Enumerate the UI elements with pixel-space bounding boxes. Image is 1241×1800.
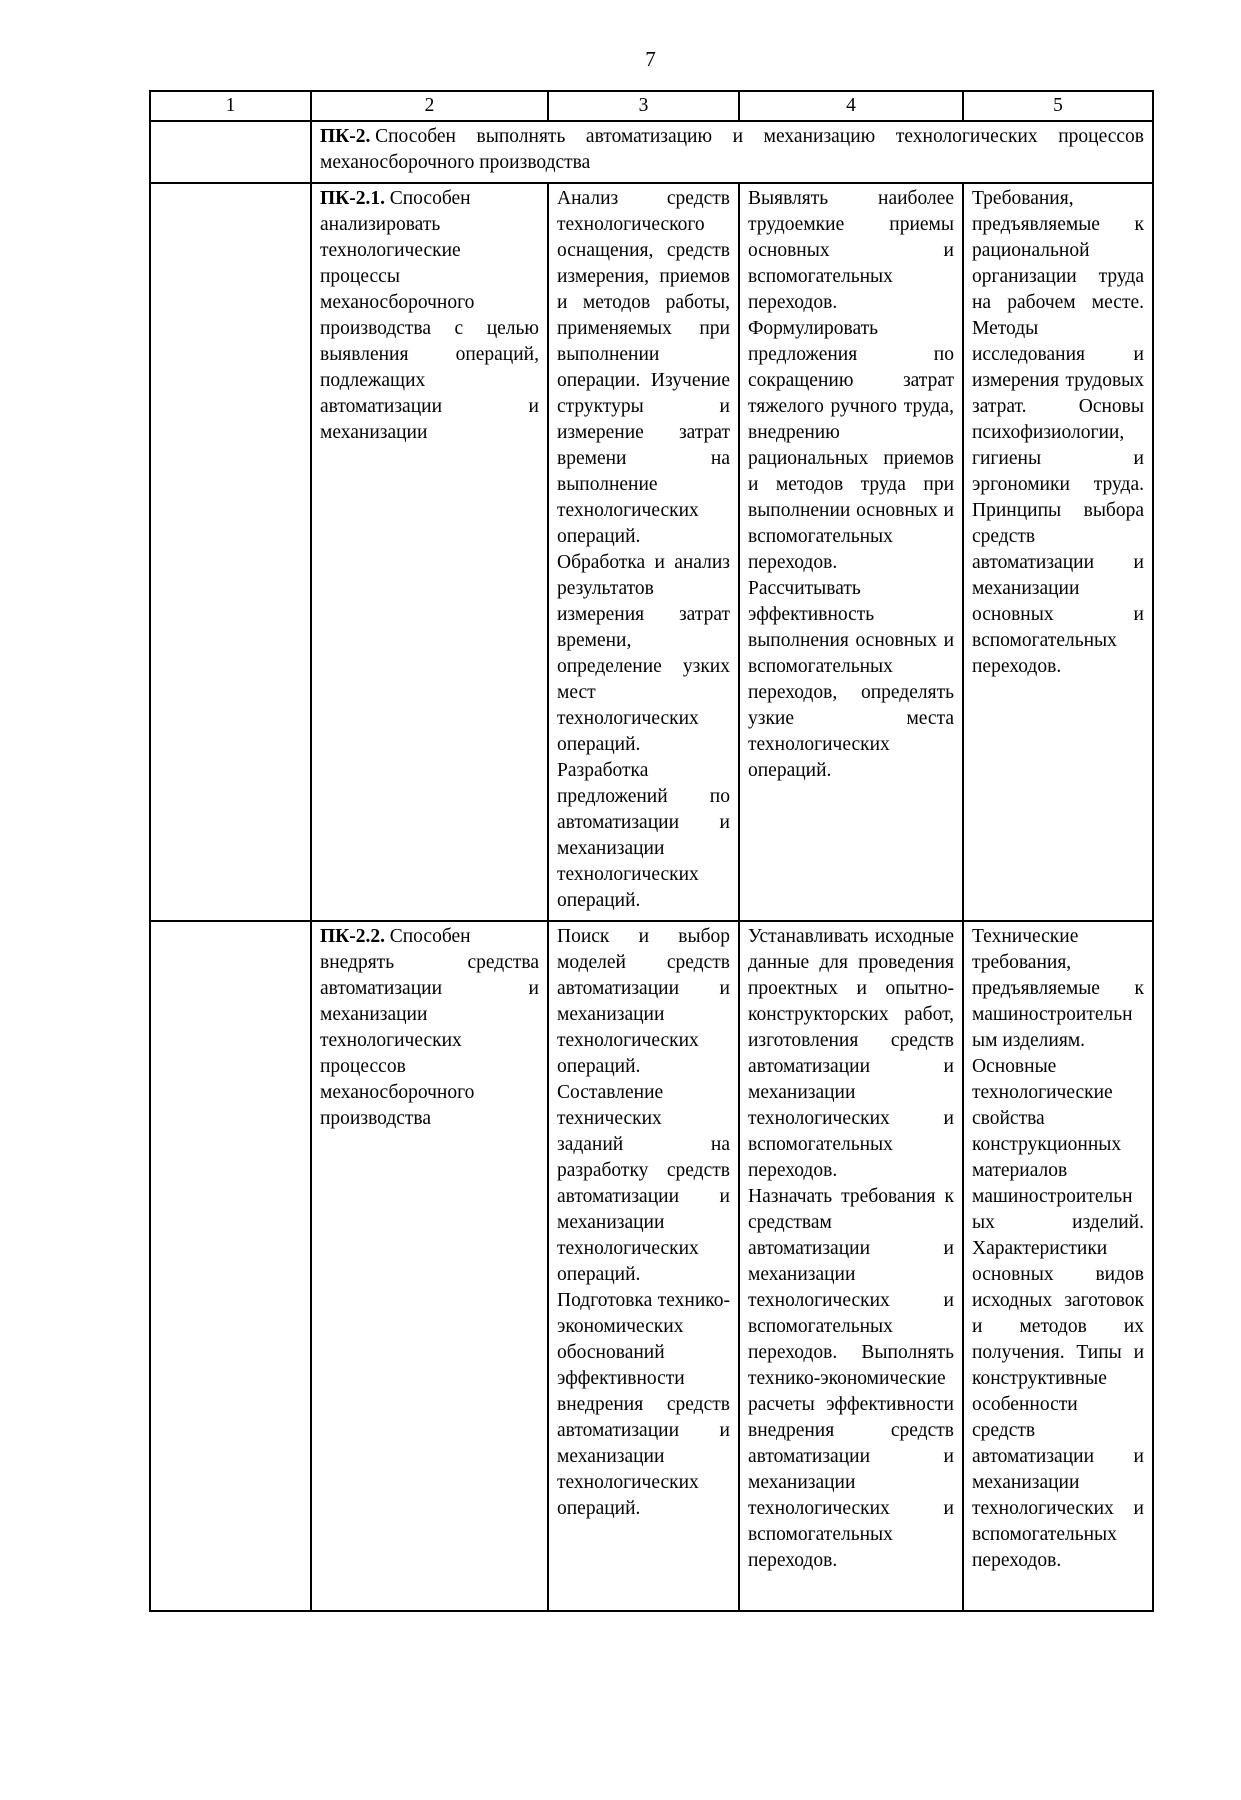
competency-table [149,90,1154,1612]
competency-group-text [320,124,1144,176]
competency-text [320,186,539,446]
competency-code: ПК-2.1. [320,188,386,209]
empty-cell [150,121,311,183]
column-number-2: 2 [311,91,548,121]
column-number-1: 1 [150,91,311,121]
column-number-4: 4 [739,91,963,121]
paragraph: Подготовка технико-экономических обоснований эффективности внедрения средств автоматизации и механизации технологических операций. [557,1290,730,1519]
paragraph: Составление технических заданий на разработку средств автоматизации и механизации технологических операций. [557,1082,730,1285]
competency-text [320,924,539,1132]
skills-cell-pk-2-2 [739,921,963,1611]
competency-row-pk-2-1 [150,183,1153,921]
paragraph: Поиск и выбор моделей средств автоматизации и механизации технологических операций. [557,926,730,1077]
paragraph: Требования, предъявляемые к рациональной организации труда на рабочем месте. Методы исследования и измерения трудовых затрат. Основы психофизиологии, гигиены и эргономики труда. Принципы выбора средств автоматизации и механизации основных и вспомогательных переходов. [972,188,1144,677]
skills-cell-pk-2-1 [739,183,963,921]
labor-actions-cell-pk-2-1 [548,183,739,921]
knowledge-cell-pk-2-1 [963,183,1153,921]
knowledge-cell-pk-2-2 [963,921,1153,1611]
paragraph: Устанавливать исходные данные для проведения проектных и опытно-конструкторских работ, изготовления средств автоматизации и механизации технологических и вспомогательных переходов. [748,926,954,1181]
competency-group-row [150,121,1153,183]
empty-cell [150,183,311,921]
competency-description: Способен анализировать технологические процессы механосборочного производства с целью выявления операций, подлежащих автоматизации и механизации [320,188,539,443]
paragraph: Основные технологические свойства конструкционных материалов машиностроительных изделий. Характеристики основных видов исходных заготовок и методов их получения. Типы и конструктивные особенности средств автоматизации и механизации технологических и вспомогательных переходов. [972,1056,1144,1571]
competency-code: ПК-2.2. [320,926,386,947]
paragraph: Технические требования, предъявляемые к машиностроительным изделиям. [972,926,1144,1051]
paragraph: Анализ средств технологического оснащения, средств измерения, приемов и методов работы, применяемых при выполнении операции. Изучение структуры и измерение затрат времени на выполнение технологических операций. Обработка и анализ результатов измерения затрат времени, определение узких мест технологических операций. Разработка предложений по автоматизации и механизации технологических операций. [557,188,730,911]
column-number-5: 5 [963,91,1153,121]
competency-row-pk-2-2 [150,921,1153,1611]
empty-cell [150,921,311,1611]
paragraph: Выявлять наиболее трудоемкие приемы основных и вспомогательных переходов. Формулировать предложения по сокращению затрат тяжелого ручного труда, внедрению рациональных приемов и методов труда при выполнении основных и вспомогательных переходов. Рассчитывать эффективность выполнения основных и вспомогательных переходов, определять узкие места технологических операций. [748,188,954,781]
competency-description: Способен внедрять средства автоматизации и механизации технологических процессов механосборочного производства [320,926,539,1129]
page-number: 7 [645,47,656,71]
competency-cell-pk-2-2 [311,921,548,1611]
competency-group-code: ПК-2. [320,126,371,147]
column-number-3: 3 [548,91,739,121]
paragraph: Назначать требования к средствам автоматизации и механизации технологических и вспомогательных переходов. Выполнять технико-экономические расчеты эффективности внедрения средств автоматизации и механизации технологических и вспомогательных переходов. [748,1186,954,1571]
competency-cell-pk-2-1 [311,183,548,921]
labor-actions-cell-pk-2-2 [548,921,739,1611]
competency-group-description: Способен выполнять автоматизацию и механизацию технологических процессов механосборочного производства [320,126,1144,173]
column-numbers-row [150,91,1153,121]
competency-group-cell [311,121,1153,183]
